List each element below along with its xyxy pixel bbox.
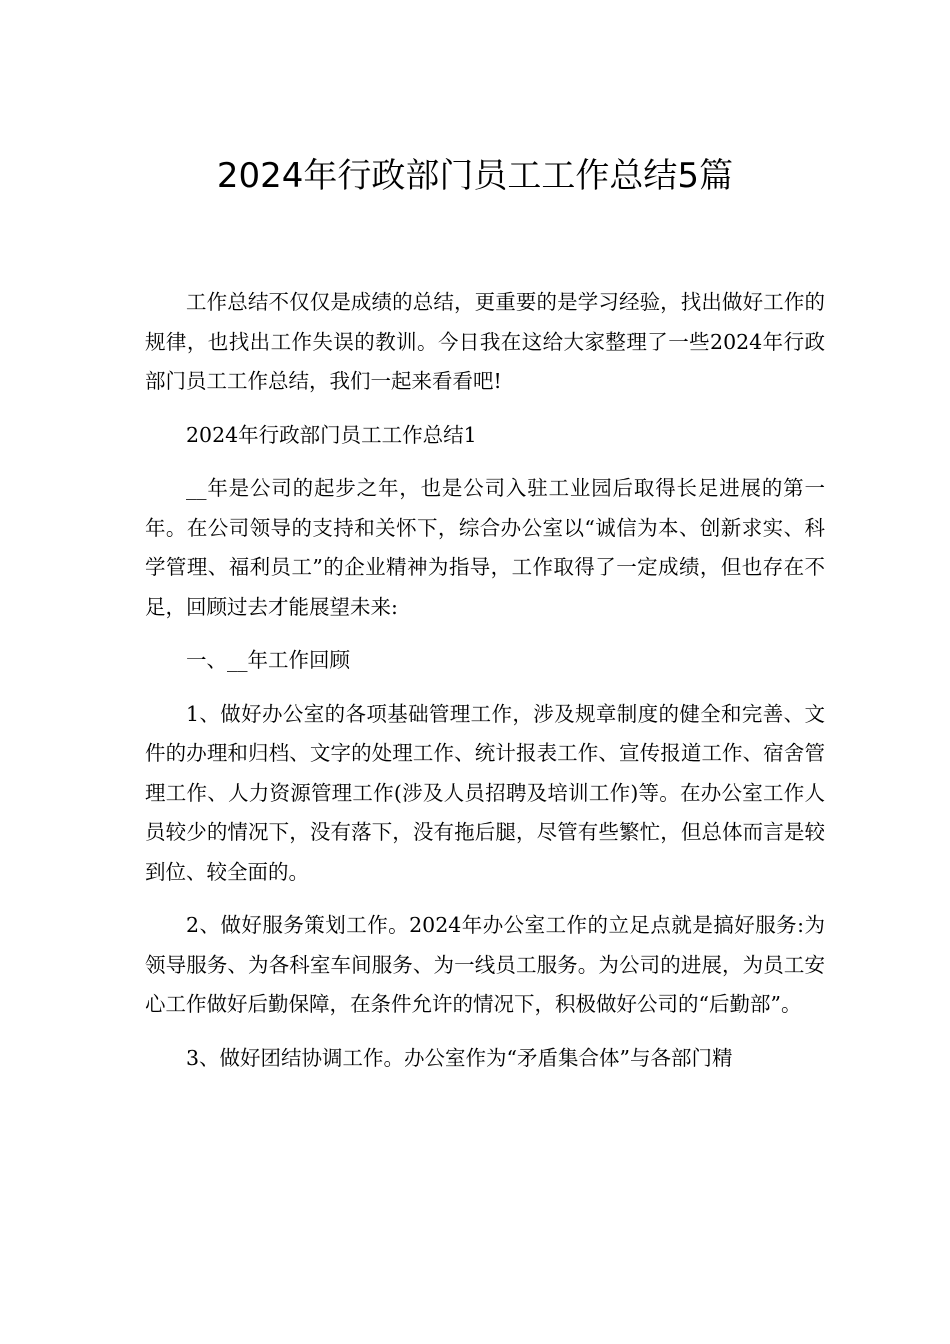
paragraph-opening: __年是公司的起步之年，也是公司入驻工业园后取得长足进展的第一年。在公司领导的支持和关怀下，综合办公室以“诚信为本、创新求实、科学管理、福利员工”的企业精神为指导，工作取得了一定成绩，但也存在不足，回顾过去才能展望未来: [145, 476, 825, 619]
document-body [145, 283, 825, 1078]
paragraph-item-2: 2、做好服务策划工作。2024年办公室工作的立足点就是搞好服务:为领导服务、为各科室车间服务、为一线员工服务。为公司的进展，为员工安心工作做好后勤保障，在条件允许的情况下，积极做好公司的“后勤部”。 [145, 913, 825, 1016]
intro-paragraph: 工作总结不仅仅是成绩的总结，更重要的是学习经验，找出做好工作的规律，也找出工作失误的教训。今日我在这给大家整理了一些2024年行政部门员工工作总结，我们一起来看看吧! [145, 290, 825, 393]
paragraph-item-3: 3、做好团结协调工作。办公室作为“矛盾集合体”与各部门精 [186, 1045, 733, 1070]
paragraph-item-1: 1、做好办公室的各项基础管理工作，涉及规章制度的健全和完善、文件的办理和归档、文字的处理工作、统计报表工作、宣传报道工作、宿舍管理工作、人力资源管理工作(涉及人员招聘及培训工作)等。在办公室工作人员较少的情况下，没有落下，没有拖后腿，尽管有些繁忙，但总体而言是较到位、较全面的。 [145, 701, 825, 884]
section-heading-review: 一、__年工作回顾 [186, 648, 350, 672]
section-heading-1: 2024年行政部门员工工作总结1 [186, 422, 477, 447]
document-title: 2024年行政部门员工工作总结5篇 [216, 155, 734, 196]
